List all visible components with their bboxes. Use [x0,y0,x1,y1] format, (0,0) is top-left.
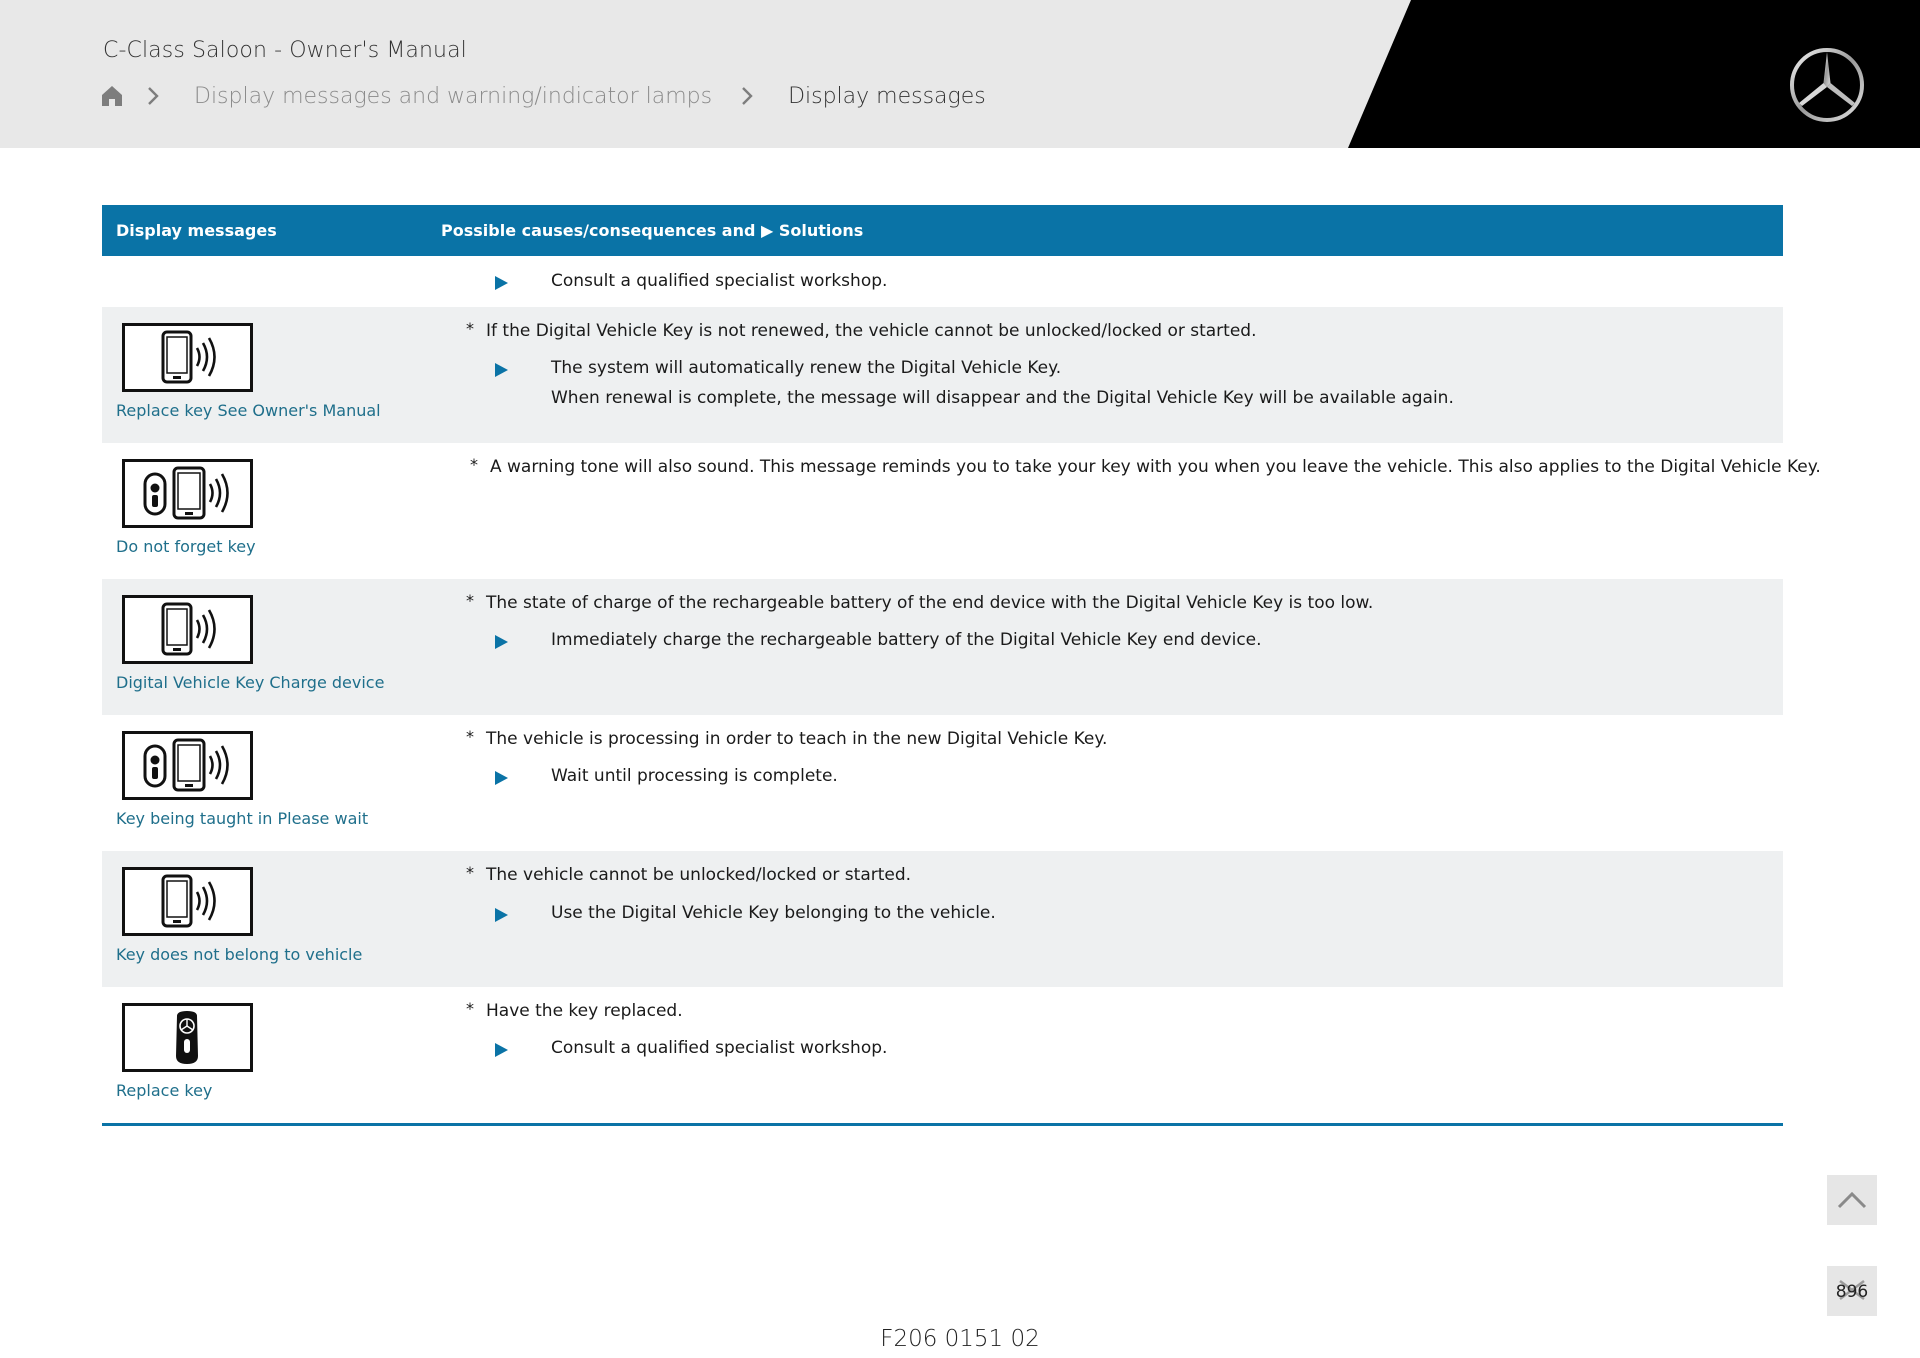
phone-key-icon [122,595,253,664]
car-key-icon [122,1003,253,1072]
breadcrumb [100,80,986,112]
breadcrumb-link[interactable]: Display messages and warning/indicator lamps [194,83,713,109]
table-bottom-rule [102,1123,1783,1126]
table-row: Key being taught in Please wait * The vehicle is processing in order to teach in the new Digital Vehicle Key. Wait until processing is complete. [116,727,1108,828]
phone-key-icon [122,323,253,392]
solution-arrow-icon [495,363,508,377]
page-header [0,0,1920,148]
key-and-phone-icon [122,459,253,528]
home-icon[interactable] [100,84,124,108]
chevron-up-icon [1836,1189,1868,1211]
breadcrumb-current: Display messages [788,83,986,109]
cause-text: * The state of charge of the rechargeable battery of the end device with the Digital Vehicle Key is too low. [466,591,1374,613]
display-message-label: Replace key See Owner's Manual [116,401,381,420]
table-row: Digital Vehicle Key Charge device * The state of charge of the rechargeable battery of the end device with the Digital Vehicle Key is too low. Immediately charge the rechargeable battery of the Digital Vehicle Key end device. [102,579,1783,715]
display-message-label: Do not forget key [116,537,256,556]
solution-arrow-icon [495,771,508,785]
chevron-right-icon [146,85,160,107]
doc-title: C-Class Saloon - Owner's Manual [103,38,467,63]
page-number-button[interactable] [1827,1266,1877,1316]
display-message-label: Key being taught in Please wait [116,809,369,828]
solution-arrow-icon [495,276,508,290]
solution-arrow-icon [495,908,508,922]
table-row: Key does not belong to vehicle * The vehicle cannot be unlocked/locked or started. Use the Digital Vehicle Key belonging to the vehicle. [102,851,1783,987]
cause-text: * If the Digital Vehicle Key is not renewed, the vehicle cannot be unlocked/locked or started. [466,319,1257,341]
display-messages-table [102,205,1821,1126]
column-header-display-messages: Display messages [116,221,277,240]
solution-arrow-icon [495,1043,508,1057]
column-header-causes-solutions: Possible causes/consequences and ▶ Solutions [441,221,864,240]
solution-arrow-icon [495,635,508,649]
display-message-label: Replace key [116,1081,213,1100]
table-row: Replace key See Owner's Manual * If the Digital Vehicle Key is not renewed, the vehicle cannot be unlocked/locked or started. The system will automatically renew the Digital Vehicle Key. When renewal is complete, the message will disappear and the Digital Vehicle Key will be available again. [102,307,1783,443]
display-message-label: Digital Vehicle Key Charge device [116,673,385,692]
table-row [102,443,1821,579]
cause-text: * The vehicle cannot be unlocked/locked or started. [466,863,912,885]
cause-text: * Have the key replaced. [466,999,683,1021]
chevron-right-icon [740,85,754,107]
cause-text: * The vehicle is processing in order to teach in the new Digital Vehicle Key. [466,727,1108,749]
cause-text: * A warning tone will also sound. This message reminds you to take your key with you when you leave the vehicle. This also applies to the Digital Vehicle Key. [470,455,1821,477]
key-and-phone-icon [122,731,253,800]
page-number: 896 [1835,1282,1869,1302]
table-row: Replace key * Have the key replaced. Consult a qualified specialist workshop. [116,999,888,1100]
table-row: Consult a qualified specialist workshop. [102,256,1783,307]
document-code: F206 0151 02 [880,1326,1040,1352]
table-header [102,205,1783,256]
phone-key-icon [122,867,253,936]
display-message-label: Key does not belong to vehicle [116,945,363,964]
header-black-panel [0,0,1920,148]
brand-star-logo [1788,46,1866,124]
scroll-to-top-button[interactable] [1827,1175,1877,1225]
